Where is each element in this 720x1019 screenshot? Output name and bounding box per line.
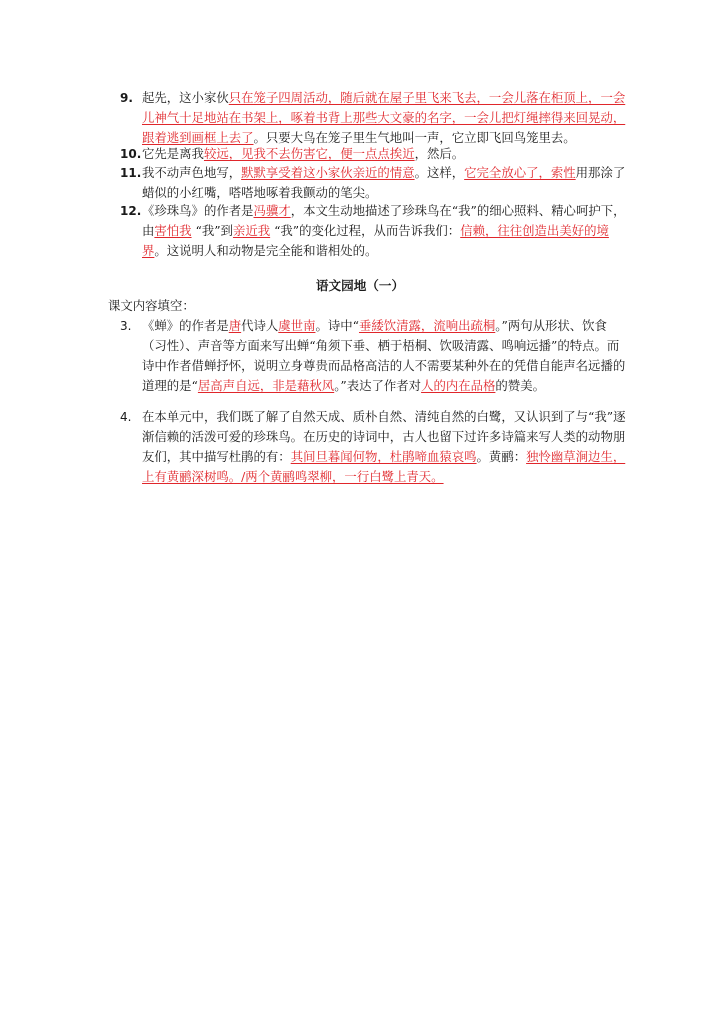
text-segment: 的赞美。 bbox=[495, 378, 545, 393]
text-segment: ，然后。 bbox=[414, 146, 465, 161]
question-4 bbox=[120, 407, 630, 487]
section-title: 语文园地（一） bbox=[315, 278, 405, 293]
text-segment: 起先，这小家伙 bbox=[142, 90, 229, 105]
question-number: 11. bbox=[120, 166, 142, 180]
question-text bbox=[142, 144, 630, 164]
question-10 bbox=[120, 144, 630, 164]
answer-segment: 独怜幽草涧边生，上有黄鹂深树鸣。/两个黄鹂鸣翠柳，一行白鹭上青天。 bbox=[142, 449, 626, 484]
question-9 bbox=[120, 88, 630, 148]
answer-segment: 唐 bbox=[228, 318, 242, 333]
text-segment: 我不动声色地写， bbox=[142, 165, 242, 180]
question-text bbox=[142, 163, 630, 203]
question-text bbox=[142, 88, 630, 148]
question-text bbox=[142, 201, 630, 261]
question-12 bbox=[120, 201, 630, 261]
question-number: 4. bbox=[120, 410, 132, 424]
answer-segment: 虞世南 bbox=[278, 318, 316, 333]
answer-segment: 亲近我 bbox=[232, 223, 271, 238]
question-11 bbox=[120, 163, 630, 203]
question-number: 3. bbox=[120, 319, 132, 333]
text-segment: 。只要大鸟在笼子里生气地叫一声，它立即飞回鸟笼里去。 bbox=[253, 130, 576, 145]
question-number: 9. bbox=[120, 91, 133, 105]
answer-segment: 垂緌饮清露，流响出疏桐 bbox=[358, 318, 496, 333]
text-segment: 它先是离我 bbox=[142, 146, 204, 161]
answer-segment: 只在笼子四周活动，随后就在屋子里飞来飞去，一会儿落在柜顶上，一会儿神气十足地站在书架上，啄着书背上那些大文豪的名字，一会儿把灯绳摔得来回晃动，跟着逃到画框上去了 bbox=[142, 90, 626, 145]
answer-segment: 害怕我 bbox=[154, 223, 192, 238]
text-segment: 用那涂了蜡似的小红嘴，嗒嗒地啄着我颤动的笔尖。 bbox=[142, 165, 626, 200]
text-segment: 。”两句从形状、饮食（习性）、声音等方面来写出蝉“角须下垂、栖于梧桐、饮吸清露、鸣响远播”的特点。而诗中作者借蝉抒怀，说明立身尊贵而品格高洁的人不需要某种外在的凭借自能声名远播的道理的是“ bbox=[142, 318, 626, 393]
text-segment: “我”的变化过程，从而告诉我们： bbox=[270, 223, 461, 238]
text-segment: 。这样， bbox=[414, 165, 465, 180]
text-segment: 。”表达了作者对 bbox=[334, 378, 422, 393]
text-segment: “我”到 bbox=[191, 223, 233, 238]
question-text bbox=[142, 407, 630, 487]
text-segment: 在本单元中，我们既了解了自然天成、质朴自然、清纯自然的白鹭，又认识到了与“我”逐渐信赖的活泼可爱的珍珠鸟。在历史的诗词中，古人也留下过许多诗篇来写人类的动物朋友们，其中描写杜鹃的有： bbox=[142, 409, 626, 464]
question-3 bbox=[120, 316, 630, 396]
answer-segment: 其间旦暮闻何物，杜鹃啼血猿哀鸣 bbox=[290, 449, 477, 464]
answer-segment: 默默享受着这小家伙亲近的情意 bbox=[241, 165, 415, 180]
text-segment: 代诗人 bbox=[241, 318, 279, 333]
question-number: 10. bbox=[120, 147, 142, 161]
answer-segment: 居高声自远，非是藉秋风 bbox=[197, 378, 335, 393]
answer-segment: 它完全放心了，索性 bbox=[464, 165, 576, 180]
text-segment: 。这说明人和动物是完全能和谐相处的。 bbox=[154, 243, 378, 258]
text-segment: 《珍珠鸟》的作者是 bbox=[142, 203, 254, 218]
question-text bbox=[142, 316, 630, 396]
answer-segment: 冯骥才 bbox=[253, 203, 291, 218]
question-number: 12. bbox=[120, 204, 142, 218]
answer-segment: 较远，见我不去伤害它，便一点点挨近 bbox=[203, 146, 415, 161]
text-segment: 《蝉》的作者是 bbox=[142, 318, 229, 333]
section-subhead: 课文内容填空： bbox=[108, 298, 195, 313]
text-segment: ，本文生动地描述了珍珠鸟在“我”的细心照料、精心呵护下，由 bbox=[142, 203, 626, 238]
answer-segment: 人的内在品格 bbox=[421, 378, 496, 393]
text-segment: 。黄鹂： bbox=[476, 449, 527, 464]
text-segment: 。诗中“ bbox=[315, 318, 359, 333]
answer-segment: 信赖，往往创造出美好的境界 bbox=[142, 223, 609, 258]
